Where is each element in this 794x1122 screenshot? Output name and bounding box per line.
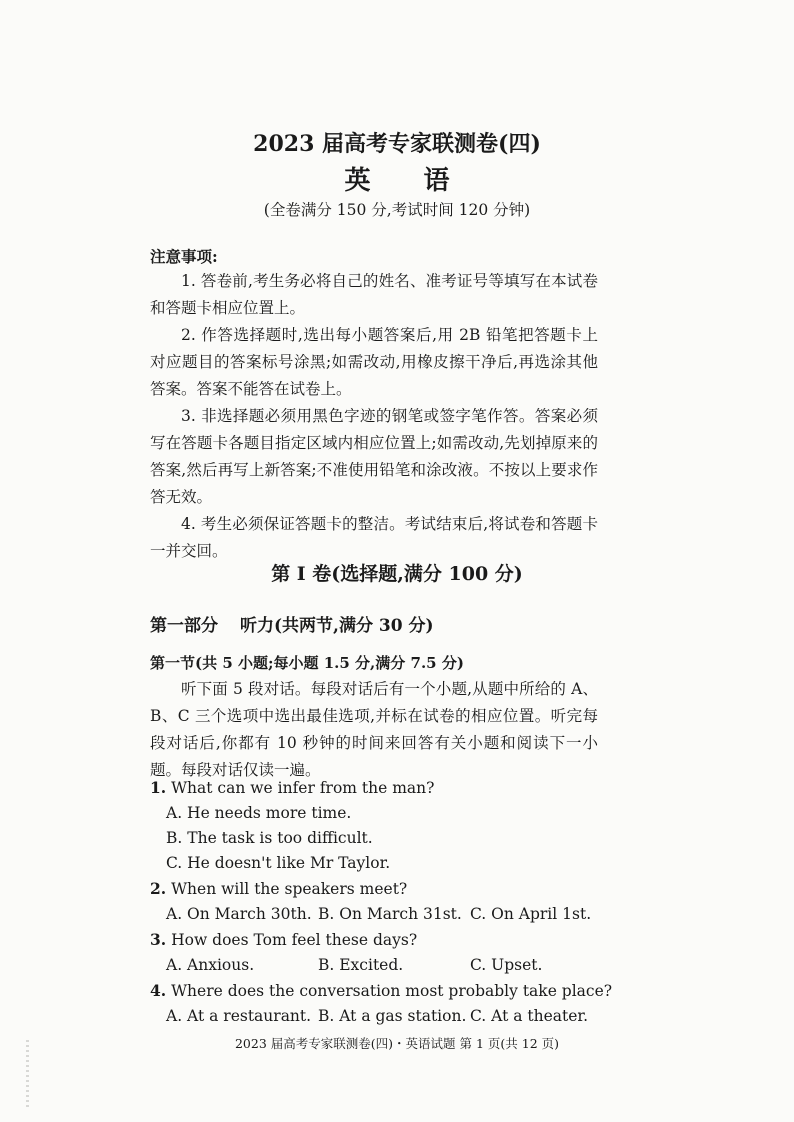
subject-title: 英 语 (344, 166, 472, 196)
option-c: C. He doesn't like Mr Taylor. (166, 854, 391, 872)
notice-heading: 注意事项: (150, 247, 218, 266)
notice-item-2: 2. 作答选择题时,选出每小题答案后,用 2B 铅笔把答题卡上对应题目的答案标号涂黑;如需改动,用橡皮擦干净后,再选涂其他答案。答案不能答在试卷上。 (150, 326, 598, 398)
option-b: B. On March 31st. (318, 905, 462, 923)
section-heading: 第一节(共 5 小题;每小题 1.5 分,满分 7.5 分) (150, 654, 464, 672)
question-text: What can we infer from the man? (171, 779, 435, 797)
question-number: 4. (150, 981, 167, 1000)
option-a: A. He needs more time. (166, 804, 352, 822)
question-number: 1. (150, 778, 167, 797)
notice-item-3: 3. 非选择题必须用黑色字迹的钢笔或签字笔作答。答案必须写在答题卡各题目指定区域内相应位置上;如需改动,先划掉原来的答案,然后再写上新答案;不准使用铅笔和涂改液。不按以上要求作答无效。 (150, 407, 598, 506)
question-4 (150, 978, 613, 1029)
score-time-note: (全卷满分 150 分,考试时间 120 分钟) (263, 201, 531, 219)
question-number: 3. (150, 930, 167, 949)
option-c: C. At a theater. (470, 1007, 589, 1025)
part-heading (150, 611, 434, 636)
part-title: 听力(共两节,满分 30 分) (240, 616, 434, 636)
question-list (150, 775, 613, 1029)
volume-title: 第 I 卷(选择题,满分 100 分) (271, 563, 523, 585)
question-text: How does Tom feel these days? (171, 931, 418, 949)
question-text: Where does the conversation most probably take place? (171, 982, 613, 1000)
directions-text: 听下面 5 段对话。每段对话后有一个小题,从题中所给的 A、B、C 三个选项中选出最佳选项,并标在试卷的相应位置。听完每段对话后,你都有 10 秒钟的时间来回答有关小题和阅读下一小题。每段对话仅读一遍。 (150, 680, 598, 779)
question-number: 2. (150, 879, 167, 898)
option-a: A. Anxious. (166, 956, 255, 974)
option-a: A. At a restaurant. (166, 1007, 312, 1025)
section-directions (150, 676, 598, 784)
exam-title: 2023 届高考专家联测卷(四) (253, 131, 541, 157)
notice-list (150, 268, 598, 565)
part-label: 第一部分 (150, 616, 218, 636)
page-footer: 2023 届高考专家联测卷(四)・英语试题 第 1 页(共 12 页) (234, 1036, 560, 1051)
option-c: C. On April 1st. (470, 905, 592, 923)
question-1 (150, 775, 610, 876)
question-2 (150, 876, 610, 927)
question-text: When will the speakers meet? (171, 880, 408, 898)
question-3 (150, 927, 610, 978)
notice-item-1: 1. 答卷前,考生务必将自己的姓名、准考证号等填写在本试卷和答题卡相应位置上。 (150, 272, 598, 317)
option-a: A. On March 30th. (166, 905, 312, 923)
option-b: B. The task is too difficult. (166, 829, 373, 847)
option-b: B. At a gas station. (318, 1007, 467, 1025)
notice-item-4: 4. 考生必须保证答题卡的整洁。考试结束后,将试卷和答题卡一并交回。 (150, 515, 598, 560)
option-c: C. Upset. (470, 956, 543, 974)
option-b: B. Excited. (318, 956, 404, 974)
